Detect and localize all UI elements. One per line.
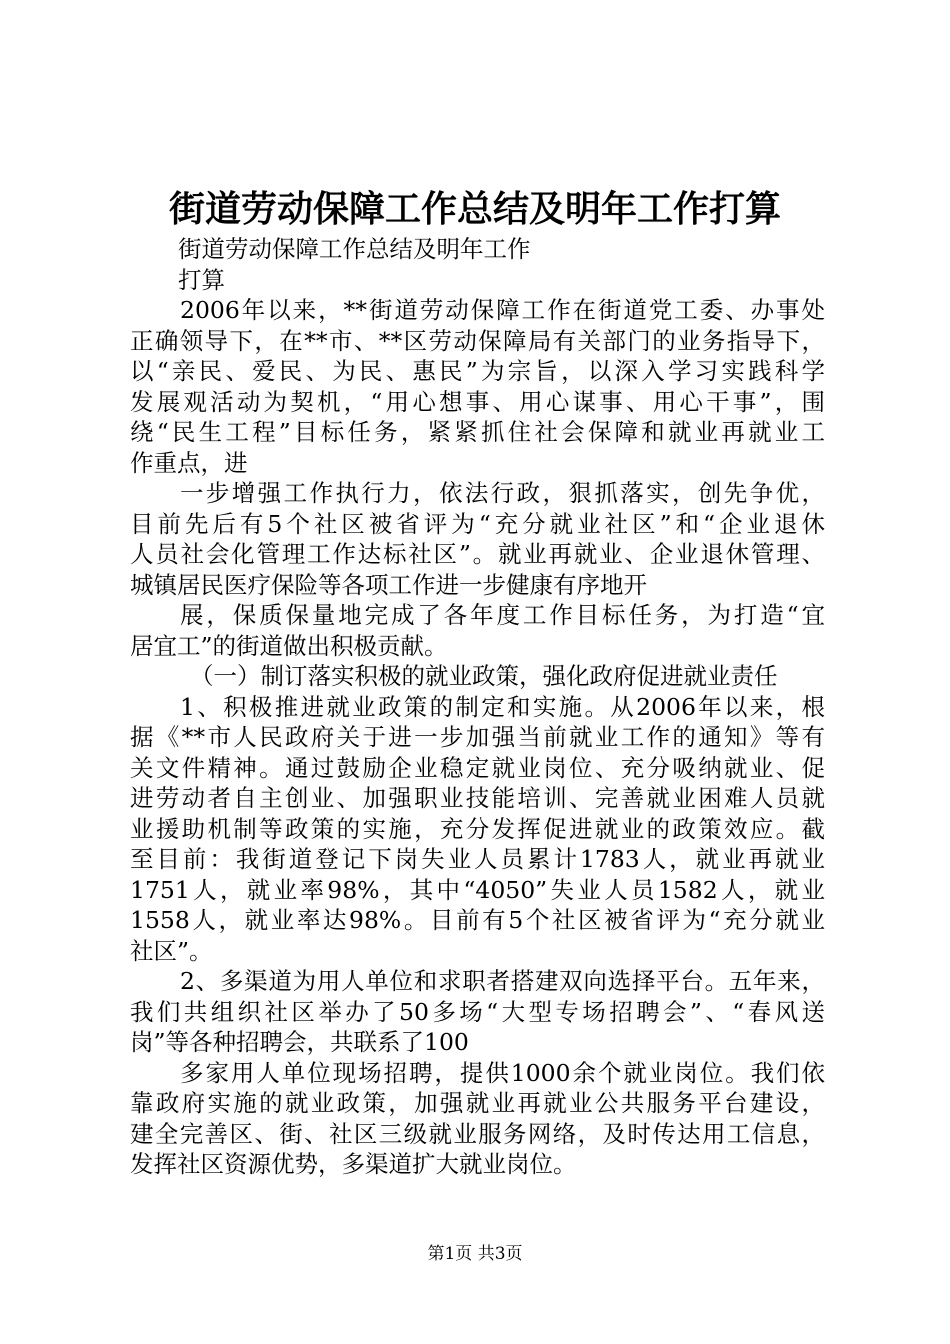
paragraph-line: 据《**市人民政府关于进一步加强当前就业工作的通知》等有: [130, 723, 825, 751]
paragraph-line: 居宜工”的街道做出积极贡献。: [130, 631, 448, 660]
paragraph-line: 社区”。: [130, 936, 213, 965]
paragraph-line: 人员社会化管理工作达标社区”。就业再就业、企业退休管理、: [130, 540, 825, 568]
paragraph-line: 进劳动者自主创业、加强职业技能培训、完善就业困难人员就: [130, 784, 825, 812]
paragraph-line: 以“亲民、爱民、为民、惠民”为宗旨，以深入学习实践科学: [130, 357, 825, 385]
subtitle-line: 街道劳动保障工作总结及明年工作: [178, 235, 531, 263]
paragraph-line: 靠政府实施的就业政策，加强就业再就业公共服务平台建设，: [130, 1089, 825, 1117]
paragraph-line: 1751人，就业率98%，其中“4050”失业人员1582人，就业: [130, 875, 825, 904]
page-footer: 第1页 共3页: [427, 1244, 523, 1264]
paragraph-line: 目前先后有5个社区被省评为“充分就业社区”和“企业退休: [130, 509, 825, 538]
paragraph-line: 1558人，就业率达98%。目前有5个社区被省评为“充分就业: [130, 906, 825, 934]
paragraph-line: 一步增强工作执行力，依法行政，狠抓落实，创先争优，: [180, 479, 825, 507]
paragraph-line: 绕“民生工程”目标任务，紧紧抓住社会保障和就业再就业工: [130, 418, 825, 446]
paragraph-line: 2006年以来，**街道劳动保障工作在街道党工委、办事处: [180, 296, 825, 324]
document-title: 街道劳动保障工作总结及明年工作打算: [168, 188, 781, 230]
paragraph-line: 展，保质保量地完成了各年度工作目标任务，为打造“宜: [180, 601, 825, 629]
section-heading: （一）制订落实积极的就业政策，强化政府促进就业责任: [190, 662, 778, 690]
paragraph-line: 至目前：我街道登记下岗失业人员累计1783人，就业再就业: [130, 845, 825, 873]
paragraph-line: 发展观活动为契机，“用心想事、用心谋事、用心干事”，围: [130, 387, 825, 416]
paragraph-line: 2、多渠道为用人单位和求职者搭建双向选择平台。五年来，: [180, 967, 825, 995]
paragraph-line: 多家用人单位现场招聘，提供1000余个就业岗位。我们依: [180, 1058, 825, 1087]
subtitle-line: 打算: [178, 265, 225, 294]
document-body: [130, 234, 825, 1180]
paragraph-line: 1、积极推进就业政策的制定和实施。从2006年以来，根: [180, 692, 825, 721]
paragraph-line: 正确领导下，在**市、**区劳动保障局有关部门的业务指导下，: [130, 326, 825, 355]
paragraph-line: 业援助机制等政策的实施，充分发挥促进就业的政策效应。截: [130, 814, 825, 843]
paragraph-line: 发挥社区资源优势，多渠道扩大就业岗位。: [130, 1150, 577, 1178]
paragraph-line: 岗”等各种招聘会，共联系了100: [130, 1028, 469, 1056]
paragraph-line: 关文件精神。通过鼓励企业稳定就业岗位、充分吸纳就业、促: [130, 753, 825, 782]
paragraph-line: 我们共组织社区举办了50多场“大型专场招聘会”、“春风送: [130, 997, 825, 1026]
paragraph-line: 作重点，进: [130, 448, 248, 477]
paragraph-line: 城镇居民医疗保险等各项工作进一步健康有序地开: [130, 570, 647, 599]
paragraph-line: 建全完善区、街、社区三级就业服务网络，及时传达用工信息，: [130, 1119, 825, 1148]
